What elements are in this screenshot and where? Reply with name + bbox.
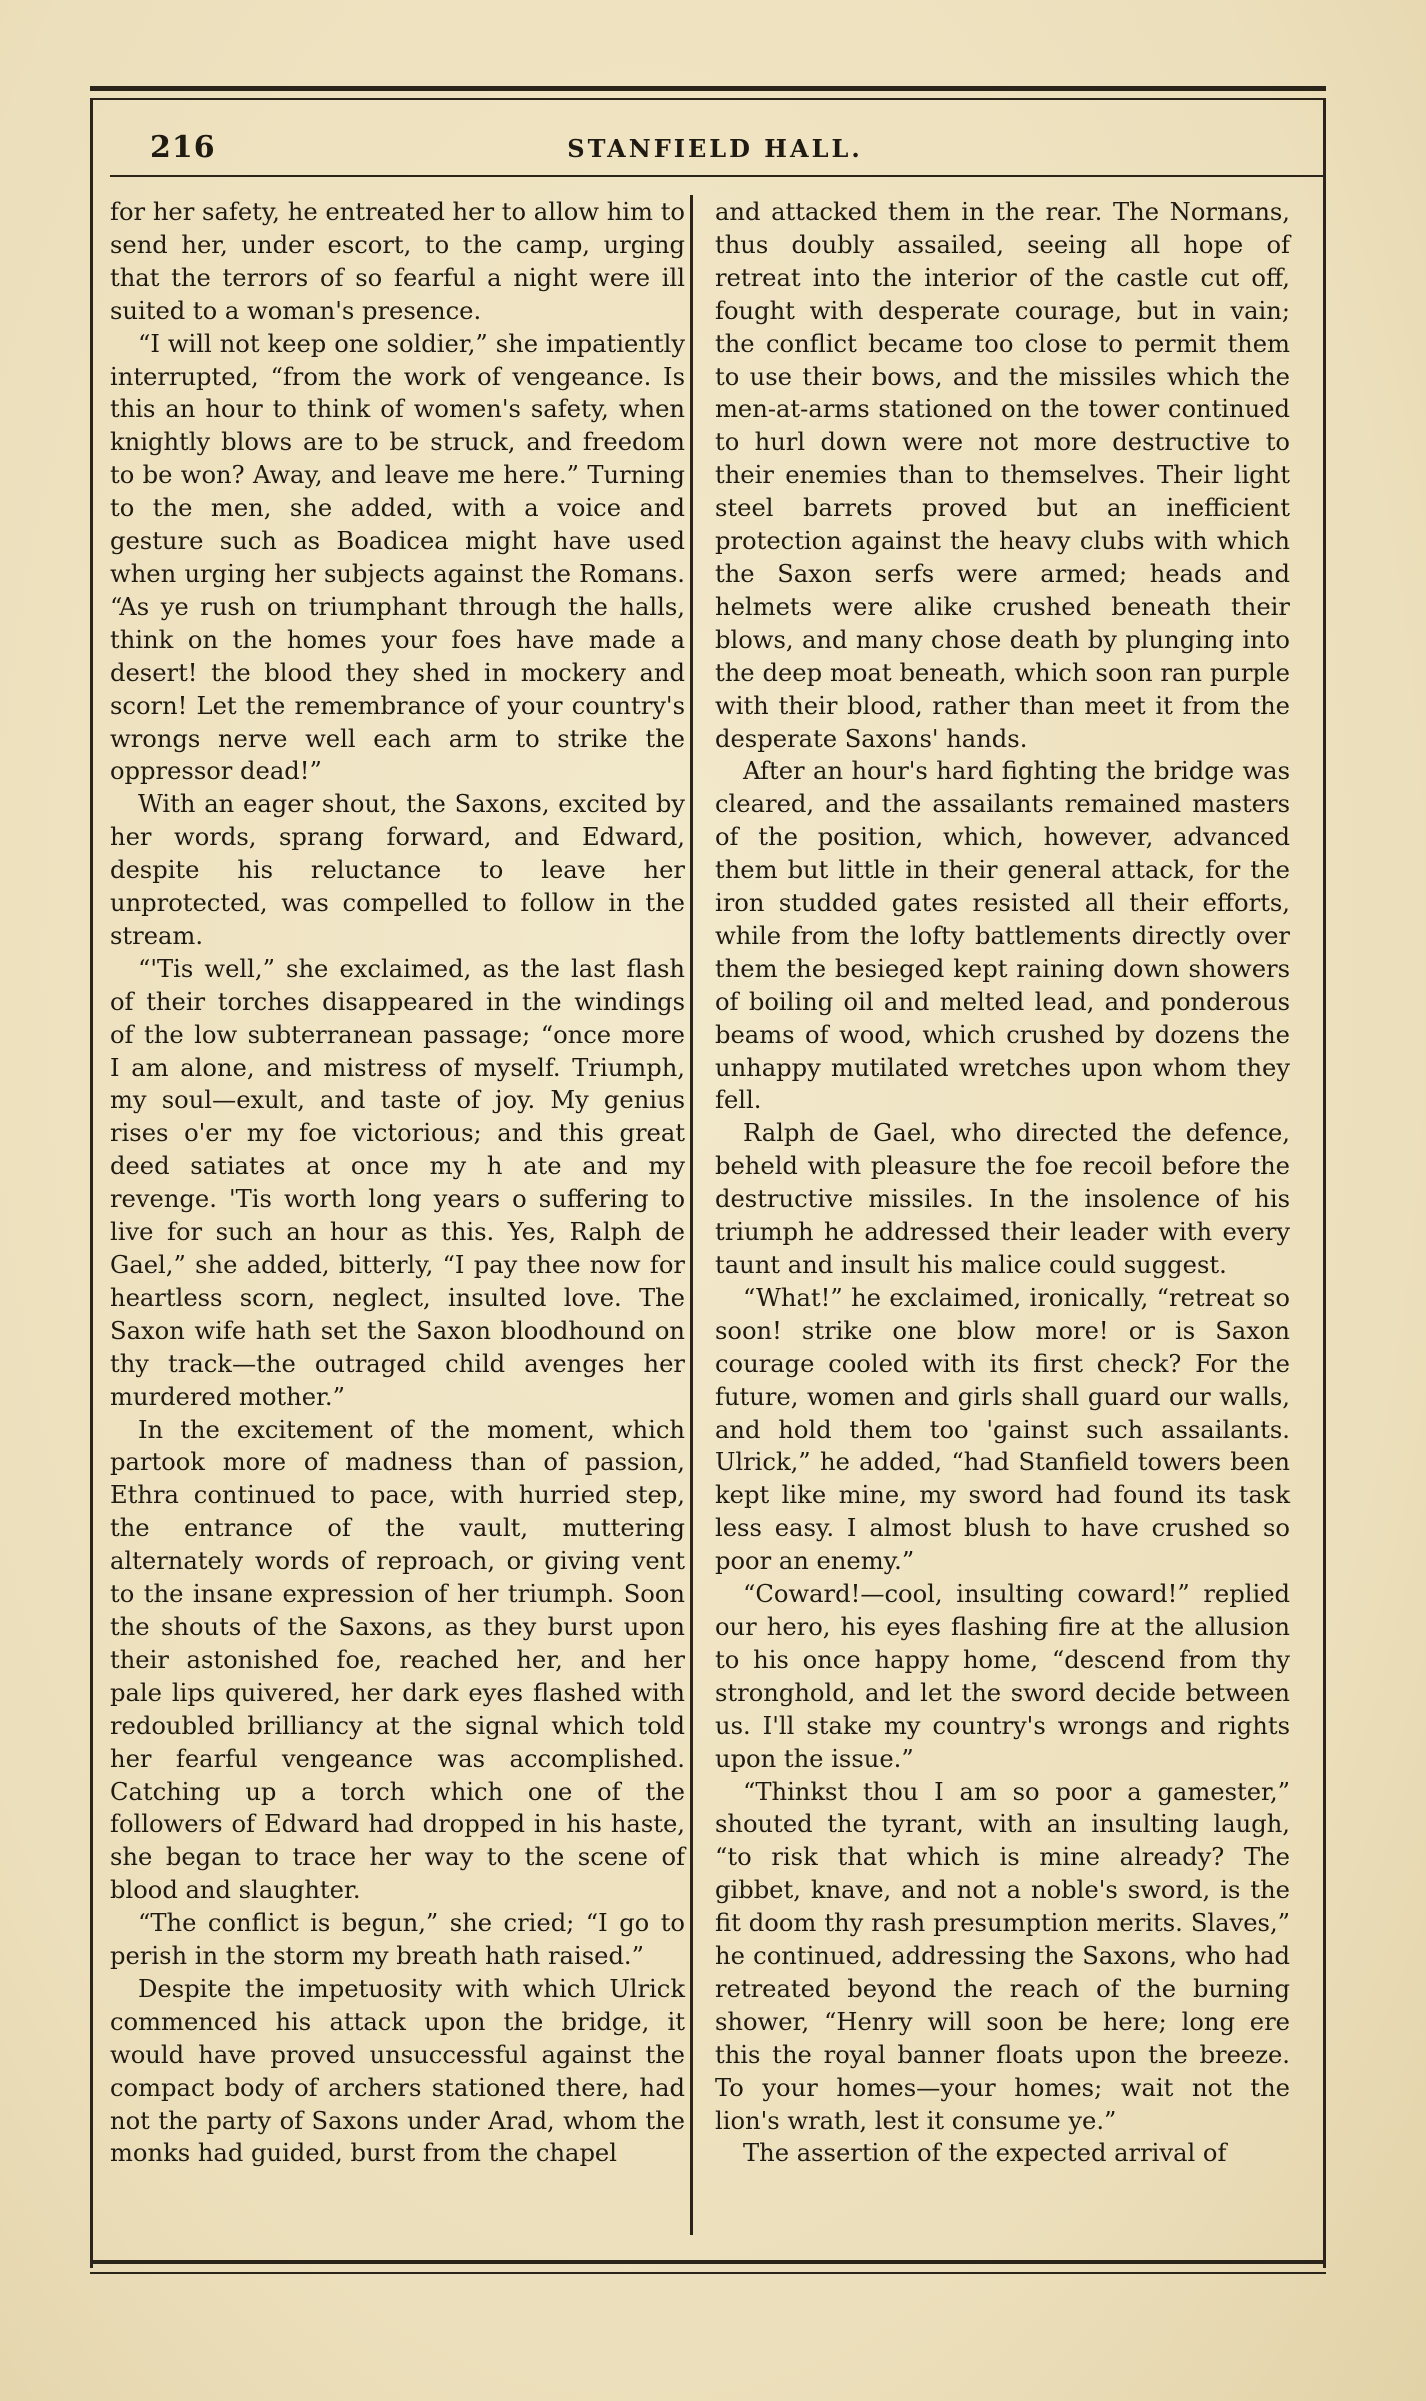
column-divider — [690, 195, 693, 2235]
left-column-paragraph: “The conflict is begun,” she cried; “I go to perish in the storm my breath hath raised.” — [110, 1909, 685, 1971]
right-column-paragraph: The assertion of the expected arrival of — [743, 2139, 1227, 2168]
right-border — [1323, 98, 1326, 2268]
left-border — [90, 98, 93, 2268]
top-border-thin — [90, 98, 1326, 100]
bottom-border-thin — [90, 2272, 1326, 2274]
running-title: STANFIELD HALL. — [567, 134, 863, 163]
left-column-paragraph: With an eager shout, the Saxons, excited by her words, sprang forward, and Edward, despite his reluctance to leave her unprotected, was compelled to follow in the stream. — [110, 790, 685, 950]
right-column-paragraph: Ralph de Gael, who directed the defence, beheld with pleasure the foe recoil before the destructive missiles. In the insolence of his triumph he addressed their leader with every taunt and insult his malice could suggest. — [715, 1119, 1290, 1279]
left-column-paragraph: In the excitement of the moment, which partook more of madness than of passion, Ethra continued to pace, with hurried step, the entrance of the vault, muttering alternately words of reproach, or giving vent to the insane expression of her triumph. Soon the shouts of the Saxons, as they burst upon their astonished foe, reached her, and her pale lips quivered, her dark eyes flashed with redoubled brilliancy at the signal which told her fearful vengeance was accomplished. Catching up a torch which one of the followers of Edward had dropped in his haste, she began to trace her way to the scene of blood and slaughter. — [110, 1415, 685, 1905]
right-column-paragraph: “Thinkst thou I am so poor a gamester,” shouted the tyrant, with an insulting laugh, “to risk that which is mine already? The gibbet, knave, and not a noble's sword, is the fit doom thy rash presumption merits. Slaves,” he continued, addressing the Saxons, who had retreated beyond the reach of the burning shower, “Henry will soon be here; long ere this the royal banner floats upon the breeze. To your homes—your homes; wait not the lion's wrath, lest it consume ye.” — [715, 1777, 1290, 2135]
right-column-paragraph: and attacked them in the rear. The Normans, thus doubly assailed, seeing all hope of retreat into the interior of the castle cut off, fought with desperate courage, but in vain; the conflict became too close to permit them to use their bows, and the missiles which the men-at-arms stationed on the tower continued to hurl down were not more destructive to their enemies than to themselves. Their light steel barrets proved but an inefficient protection against the heavy clubs with which the Saxon serfs were armed; heads and helmets were alike crushed beneath their blows, and many chose death by plunging into the deep moat beneath, which soon ran purple with their blood, rather than meet it from the desperate Saxons' hands. — [715, 198, 1290, 753]
right-column — [715, 196, 1290, 2170]
left-column-paragraph: Despite the impetuosity with which Ulrick commenced his attack upon the bridge, it would have proved unsuccessful against the compact body of archers stationed there, had not the party of Saxons under Arad, whom the monks had guided, burst from the chapel — [110, 1974, 685, 2168]
left-column — [110, 196, 685, 2170]
page-header — [110, 130, 1320, 174]
right-column-paragraph: After an hour's hard fighting the bridge was cleared, and the assailants remained masters of the position, which, however, advanced them but little in their general attack, for the iron studded gates resisted all their efforts, while from the lofty battlements directly over them the besieged kept raining down showers of boiling oil and melted lead, and ponderous beams of wood, which crushed by dozens the unhappy mutilated wretches upon whom they fell. — [715, 757, 1290, 1115]
right-column-paragraph: “Coward!—cool, insulting coward!” replied our hero, his eyes flashing fire at the allusion to his once happy home, “descend from thy stronghold, and let the sword decide between us. I'll stake my country's wrongs and rights upon the issue.” — [715, 1580, 1290, 1773]
right-column-paragraph: “What!” he exclaimed, ironically, “retreat so soon! strike one blow more! or is Saxon courage cooled with its first check? For the future, women and girls shall guard our walls, and hold them too 'gainst such assailants. Ulrick,” he added, “had Stanfield towers been kept like mine, my sword had found its task less easy. I almost blush to have crushed so poor an enemy.” — [715, 1283, 1290, 1576]
top-border-thick — [90, 86, 1326, 91]
left-column-paragraph: “I will not keep one soldier,” she impatiently interrupted, “from the work of vengeance. Is this an hour to think of women's safety, when knightly blows are to be struck, and freedom to be won? Away, and leave me here.” Turning to the men, she added, with a voice and gesture such as Boadicea might have used when urging her subjects against the Romans. “As ye rush on triumphant through the halls, think on the homes your foes have made a desert! the blood they shed in mockery and scorn! Let the remembrance of your country's wrongs nerve well each arm to strike the oppressor dead!” — [110, 329, 685, 786]
left-column-paragraph: for her safety, he entreated her to allow him to send her, under escort, to the camp, urging that the terrors of so fearful a night were ill suited to a woman's presence. — [110, 198, 685, 325]
page-number: 216 — [150, 130, 216, 165]
bottom-border-thick — [90, 2260, 1326, 2264]
header-rule — [110, 175, 1326, 177]
left-column-paragraph: “'Tis well,” she exclaimed, as the last flash of their torches disappeared in the windings of the low subterranean passage; “once more I am alone, and mistress of myself. Triumph, my soul—exult, and taste of joy. My genius rises o'er my foe victorious; and this great deed satiates at once my h ate and my revenge. 'Tis worth long years o suffering to live for such an hour as this. Yes, Ralph de Gael,” she added, bitterly, “I pay thee now for heartless scorn, neglect, insulted love. The Saxon wife hath set the Saxon bloodhound on thy track—the outraged child avenges her murdered mother.” — [110, 954, 685, 1411]
